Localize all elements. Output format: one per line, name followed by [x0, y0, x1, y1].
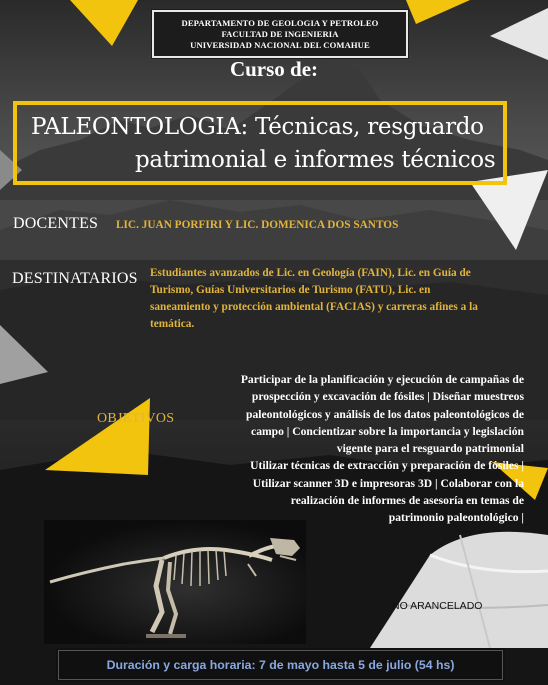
skeleton-photo: [44, 520, 306, 644]
objetivos-line: realización de informes de asesoría en temas de: [290, 494, 524, 508]
objetivos-line: vigente para el resguardo patrimonial: [336, 442, 524, 456]
triangle-yellow-topright: [406, 0, 470, 24]
schedule-text: Duración y carga horaria: 7 de mayo hasta 5 de julio (54 hs): [106, 658, 455, 672]
triangle-white-topright: [490, 8, 548, 60]
objetivos-line: Utilizar técnicas de extracción y preparación de fósiles |: [250, 459, 524, 473]
tent-photo: [370, 515, 548, 648]
objetivos-line: Utilizar scanner 3D e impresoras 3D | Colaborar con la: [252, 476, 524, 490]
course-title-line2: patrimonial e informes técnicos: [135, 147, 496, 173]
destinatarios-line: saneamiento y protección ambiental (FACIAS) y carreras afines a la: [150, 301, 478, 313]
objetivos-line: Participar de la planificación y ejecución de campañas de: [240, 373, 524, 386]
university-name: UNIVERSIDAD NACIONAL DEL COMAHUE: [190, 39, 370, 50]
faculty-name: FACULTAD DE INGENIERIA: [221, 28, 339, 39]
dinosaur-skeleton-icon: [44, 520, 306, 644]
docentes-label: DOCENTES: [13, 215, 99, 232]
docentes-value: LIC. JUAN PORFIRI Y LIC. DOMENICA DOS SANTOS: [116, 219, 399, 231]
destinatarios-line: Estudiantes avanzados de Lic. en Geología (FAIN), Lic. en Guía de: [150, 267, 471, 279]
institution-header: [152, 10, 408, 58]
objetivos-line: paleontológicos y análisis de los datos paleontológicos de: [246, 407, 524, 421]
triangle-yellow-topleft: [70, 0, 138, 46]
course-title-line1: PALEONTOLOGIA: Técnicas, resguardo: [31, 114, 484, 140]
objetivos-text: [174, 371, 524, 527]
objetivos-line: campo | Concientizar sobre la importancia y legislación: [251, 424, 524, 438]
destinatarios-line: Turismo, Guías Universitarios de Turismo (FATU), Lic. en: [150, 284, 431, 296]
objetivos-label: OBJETIVOS: [97, 411, 175, 426]
destinatarios-text: [150, 265, 545, 333]
objetivos-line: patrimonio paleontológico |: [388, 511, 524, 525]
department-name: DEPARTAMENTO DE GEOLOGIA Y PETROLEO: [181, 17, 379, 28]
schedule-bar: [56, 648, 505, 682]
destinatarios-line: temática.: [150, 318, 195, 330]
course-intro: Curso de:: [229, 57, 319, 81]
destinatarios-label: DESTINATARIOS: [12, 270, 138, 287]
fee-note: NO ARANCELADO: [392, 600, 483, 612]
objetivos-line: prospección y excavación de fósiles | Diseñar muestreos: [251, 390, 524, 404]
